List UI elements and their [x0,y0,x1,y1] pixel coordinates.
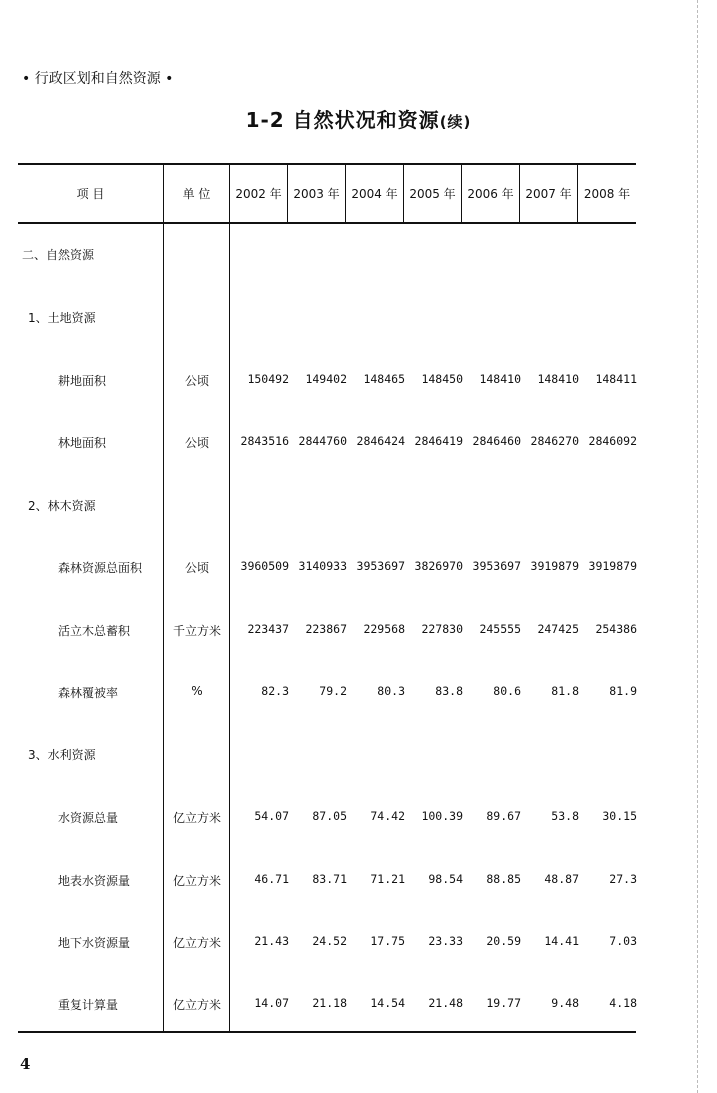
column-header-year: 2004 年 [351,187,398,201]
cell-value: 3960509 [240,559,289,573]
row-label: 地表水资源量 [58,874,131,888]
cell-value: 20.59 [486,934,521,948]
row-label: 耕地面积 [58,374,107,388]
cell-value: 2844760 [298,434,347,448]
cell-value: 23.33 [428,934,463,948]
cell-value: 247425 [537,622,579,636]
cell-value: 74.42 [370,809,405,823]
row-label: 森林资源总面积 [58,561,143,575]
cell-value: 3826970 [414,559,463,573]
table-row [0,809,717,833]
row-label: 2、林木资源 [28,499,96,513]
cell-value: 150492 [247,372,289,386]
column-header-year: 2003 年 [293,187,340,201]
table-row [0,372,717,396]
cell-value: 21.43 [254,934,289,948]
cell-value: 100.39 [421,809,463,823]
cell-value: 83.71 [312,872,347,886]
row-label: 地下水资源量 [58,936,131,950]
cell-value: 27.3 [609,872,637,886]
page-number: 4 [20,1055,31,1073]
cell-value: 80.3 [377,684,405,698]
cell-value: 30.15 [602,809,637,823]
cell-value: 80.6 [493,684,521,698]
page-title [0,104,717,133]
table-header-rule [18,222,636,224]
table-row [0,934,717,958]
cell-value: 148450 [421,372,463,386]
table-row [0,246,717,270]
cell-value: 3919879 [588,559,637,573]
cell-value: 21.18 [312,996,347,1010]
cell-value: 14.54 [370,996,405,1010]
table-top-rule [18,163,636,165]
row-label: 水资源总量 [58,811,119,825]
cell-value: 14.07 [254,996,289,1010]
cell-value: 2843516 [240,434,289,448]
column-header-year: 2007 年 [525,187,572,201]
cell-value: 89.67 [486,809,521,823]
column-divider-unit [229,164,230,1032]
table-row [0,622,717,646]
row-unit: 千立方米 [172,624,221,638]
row-label: 重复计算量 [58,998,119,1012]
cell-value: 148411 [595,372,637,386]
column-header-year: 2005 年 [409,187,456,201]
cell-value: 148410 [537,372,579,386]
cell-value: 9.48 [551,996,579,1010]
cell-value: 254386 [595,622,637,636]
cell-value: 54.07 [254,809,289,823]
table-row [0,996,717,1020]
row-unit: 亿立方米 [172,811,221,825]
cell-value: 98.54 [428,872,463,886]
cell-value: 81.8 [551,684,579,698]
row-label: 森林覆被率 [58,686,119,700]
cell-value: 245555 [479,622,521,636]
cell-value: 83.8 [435,684,463,698]
cell-value: 3140933 [298,559,347,573]
cell-value: 3953697 [356,559,405,573]
table-row [0,746,717,770]
cell-value: 17.75 [370,934,405,948]
column-header-item: 项 目 [76,187,105,201]
column-header-unit: 单 位 [182,187,211,201]
row-unit: % [191,684,203,698]
cell-value: 148410 [479,372,521,386]
table-row [0,309,717,333]
column-header-year: 2006 年 [467,187,514,201]
cell-value: 14.41 [544,934,579,948]
cell-value: 82.3 [261,684,289,698]
row-label: 二、自然资源 [22,248,95,262]
column-header-year: 2002 年 [235,187,282,201]
table-row [0,559,717,583]
page-edge-line [697,0,699,1093]
row-unit: 亿立方米 [172,998,221,1012]
cell-value: 19.77 [486,996,521,1010]
running-header: • 行政区划和自然资源 • [22,71,174,87]
cell-value: 223867 [305,622,347,636]
table-row [0,684,717,708]
cell-value: 2846270 [530,434,579,448]
table-row [0,497,717,521]
column-header-year: 2008 年 [583,187,631,201]
cell-value: 87.05 [312,809,347,823]
cell-value: 3919879 [530,559,579,573]
table-row [0,434,717,458]
row-label: 1、土地资源 [28,311,96,325]
cell-value: 24.52 [312,934,347,948]
title-main: 1-2 自然状况和资源 [245,108,440,132]
row-label: 3、水利资源 [28,748,96,762]
cell-value: 46.71 [254,872,289,886]
cell-value: 227830 [421,622,463,636]
cell-value: 149402 [305,372,347,386]
column-divider-item [163,164,164,1032]
cell-value: 2846460 [472,434,521,448]
row-unit: 公顷 [184,561,209,575]
cell-value: 71.21 [370,872,405,886]
row-unit: 公顷 [184,374,209,388]
cell-value: 3953697 [472,559,521,573]
cell-value: 229568 [363,622,405,636]
row-unit: 亿立方米 [172,874,221,888]
cell-value: 81.9 [609,684,637,698]
cell-value: 7.03 [609,934,637,948]
cell-value: 148465 [363,372,405,386]
cell-value: 4.18 [609,996,637,1010]
cell-value: 223437 [247,622,289,636]
cell-value: 2846419 [414,434,463,448]
cell-value: 88.85 [486,872,521,886]
title-continued: (续) [439,113,472,131]
cell-value: 48.87 [544,872,579,886]
cell-value: 21.48 [428,996,463,1010]
row-label: 活立木总蓄积 [58,624,131,638]
cell-value: 2846424 [356,434,405,448]
row-label: 林地面积 [58,436,107,450]
cell-value: 79.2 [319,684,347,698]
table-row [0,872,717,896]
row-unit: 公顷 [184,436,209,450]
cell-value: 53.8 [551,809,579,823]
table-bottom-rule [18,1031,636,1033]
cell-value: 2846092 [588,434,637,448]
row-unit: 亿立方米 [172,936,221,950]
